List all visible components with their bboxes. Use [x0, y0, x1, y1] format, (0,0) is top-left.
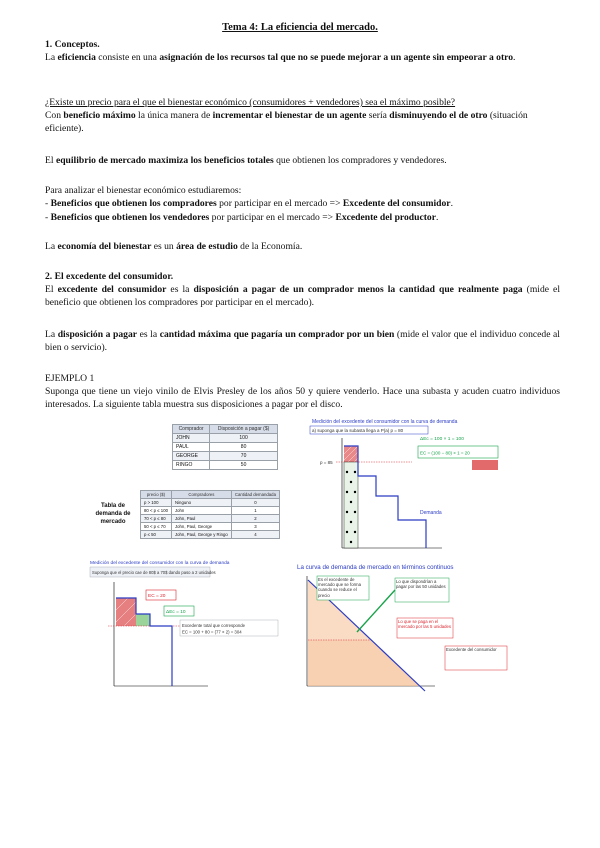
fig5-note-4: Excedente del consumidor [446, 647, 497, 652]
fig3-red-box [472, 460, 498, 470]
figure-buyers-table [172, 424, 280, 496]
paragraph-equilibrio: El equilibrio de mercado maximiza los beneficios totales que obtienen los compradores y vendedores. [45, 155, 447, 166]
fig3-subtitle: a) suponga que la subasta llega a P(a) p = 80 [312, 428, 404, 433]
figure-price-drop [88, 558, 283, 698]
p85-label: p = 85 [320, 460, 333, 465]
table-row: PAUL 80 [173, 443, 278, 452]
table-row: 50 < p ≤ 70 John, Paul, George 3 [141, 523, 280, 531]
fig4-note-2: EC = 100 + 80 = (77 × 2) = 304 [182, 629, 242, 635]
fig3-title: Medición del excedente del consumidor con la curva de demanda [312, 419, 458, 425]
step-demand-chart [302, 416, 510, 556]
table-row: 70 < p ≤ 80 John, Paul 2 [141, 515, 280, 523]
continuous-demand-chart [295, 560, 515, 695]
question-line: ¿Existe un precio para el que el bienestar económico (consumidores + vendedores) sea el máximo posible? [45, 97, 456, 108]
table-row: p ≤ 50 John, Paul, George y Ringo 4 [141, 531, 280, 539]
payment-area [344, 462, 358, 548]
fig5-note-2: Lo que dispondrían a pagar por las 50 unidades [396, 579, 446, 590]
table-row: 80 < p ≤ 100 John 1 [141, 507, 280, 515]
list-item-vendedores: - Beneficios que obtienen los vendedores por participar en el mercado => Excedente del productor. [45, 212, 439, 223]
demand-table-label: Tabla de demanda de mercado [95, 503, 131, 525]
fig4-subtitle: Suponga que el precio cae de 80$ a 70$ dando paso a 2 unidades [92, 570, 216, 575]
demand-label: Demanda [420, 510, 442, 516]
fig4-box-2-text: ΔEc = 10 [166, 610, 186, 615]
table-header: Compradores [172, 491, 232, 499]
paragraph-eficiencia: La eficiencia consiste en una asignación de los recursos tal que no se puede mejorar a un agente sin empeorar a otro. [45, 52, 516, 63]
table-row: GEORGE 70 [173, 452, 278, 461]
list-item-compradores: - Beneficios que obtienen los compradores por participar en el mercado => Excedente del consumidor. [45, 198, 453, 209]
example-title: EJEMPLO 1 [45, 373, 95, 384]
fig4-note-1: Excedente total que corresponde [182, 623, 246, 628]
fig5-note-3: Lo que se paga en el mercado por las 5 unidades [398, 619, 452, 630]
surplus-area-2 [136, 614, 150, 626]
figure-demand-table [88, 488, 283, 554]
figure-continuous-demand [295, 560, 515, 695]
fig5-title: La curva de demanda de mercado en términos continuos [297, 564, 454, 571]
fig5-note-1: Es el excedente de mercado que se forma cuando se reduce el precio [318, 577, 361, 598]
fig4-box-1-text: EC = 20 [148, 594, 166, 599]
table-row: p > 100 Ninguno 0 [141, 499, 280, 507]
price-drop-chart [88, 558, 283, 698]
table-header: Comprador [173, 425, 210, 434]
fig3-ec-formula: ΔEc = 100 × 1 = 100 [420, 437, 464, 442]
paragraph-beneficio: Con beneficio máximo la única manera de incrementar el bienestar de un agente sería disminuyendo el de otro (situación eficiente). [45, 110, 528, 135]
table-header: precio ($) [141, 491, 172, 499]
fig4-title: Medición del excedente del consumidor con la curva de demanda [90, 561, 230, 566]
table-header: Cantidad demandada [231, 491, 279, 499]
table-row: RINGO 50 [173, 461, 278, 470]
section-2-heading: 2. El excedente del consumidor. [45, 271, 174, 282]
table-row: JOHN 100 [173, 434, 278, 443]
fig3-ec2-formula: EC = (100 − 80) × 1 = 20 [420, 450, 470, 456]
example-text: Suponga que tiene un viejo vinilo de Elvis Presley de los años 50 y quiere venderlo. Hace una subasta y acuden cuatro individuos interesados. La siguiente tabla muestra sus disposiciones a pagar por el disco. [45, 386, 560, 411]
paragraph-economia-bienestar: La economía del bienestar es un área de estudio de la Economía. [45, 241, 303, 252]
section-1-heading: 1. Conceptos. [45, 39, 100, 50]
paragraph-analizar: Para analizar el bienestar económico estudiaremos: [45, 185, 242, 196]
page-title: Tema 4: La eficiencia del mercado. [222, 22, 378, 33]
paragraph-excedente: El excedente del consumidor es la disposición a pagar de un comprador menos la cantidad que realmente paga (mide el beneficio que obtienen los compradores por participar en el mercado). [45, 284, 560, 309]
figure-demand-curve-step [302, 416, 510, 556]
buyers-table [172, 424, 278, 470]
table-header: Disposición a pagar ($) [210, 425, 278, 434]
demand-table [140, 490, 280, 539]
paragraph-disposicion: La disposición a pagar es la cantidad máxima que pagaría un comprador por un bien (mide el valor que el individuo concede al bien o servicio). [45, 329, 560, 354]
